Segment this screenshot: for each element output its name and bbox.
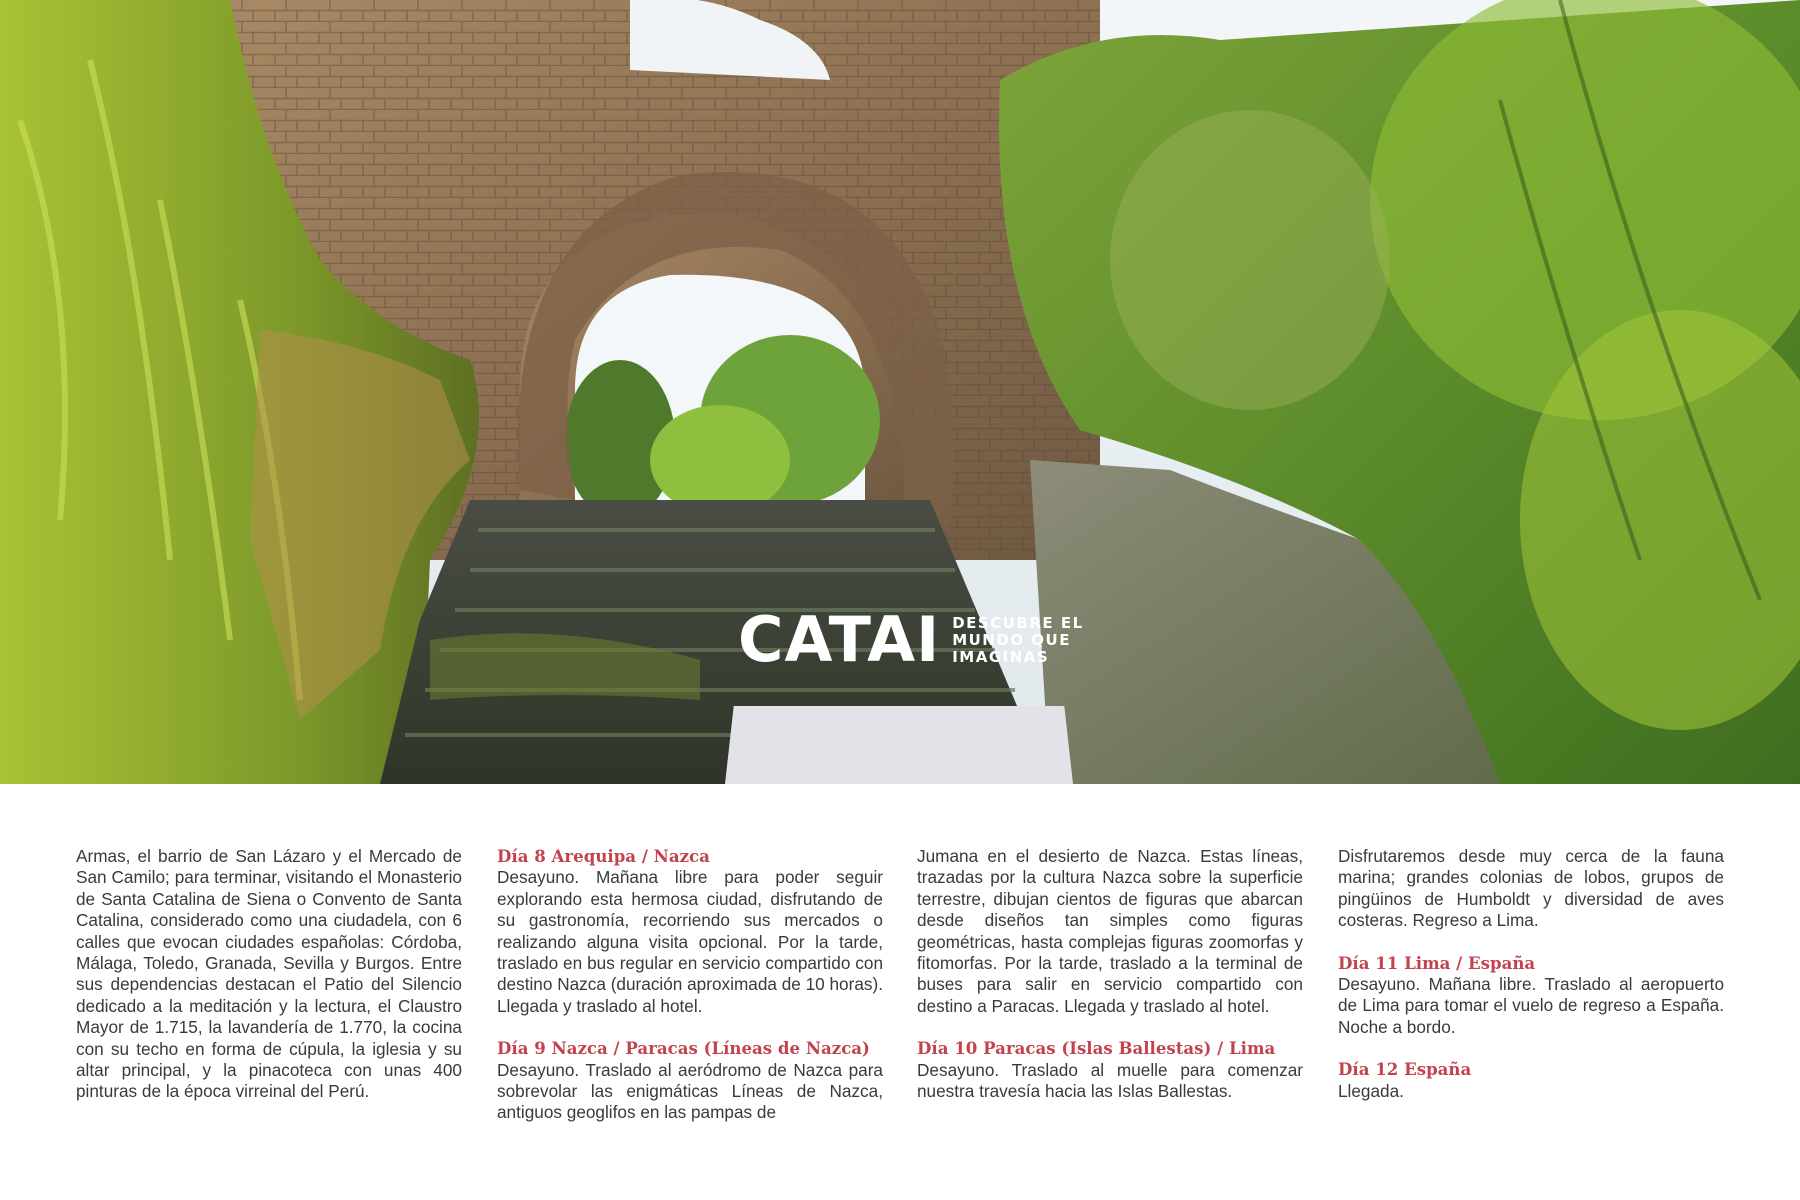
day-9-heading: Día 9 Nazca / Paracas (Líneas de Nazca) (497, 1038, 870, 1059)
column-3 (917, 846, 1303, 1102)
tagline-line-3: IMAGINAS (952, 647, 1050, 666)
column-1 (76, 846, 462, 1103)
brand-wordmark: CATAI (738, 603, 941, 676)
tagline-line-1: DESCUBRE EL (952, 613, 1084, 632)
column-4-text: Disfrutaremos desde muy cerca de la fauna marina; grandes colonias de lobos, grupos de pingüinos de Humboldt y diversidad de aves costeras. Regreso a Lima. (1338, 846, 1724, 931)
brand-tagline (952, 615, 1083, 666)
day-12-text: Llegada. (1338, 1080, 1404, 1101)
tab-shape (725, 706, 1073, 784)
column-3-text: Jumana en el desierto de Nazca. Estas líneas, trazadas por la cultura Nazca sobre la superficie terrestre, dibujan cientos de figuras que abarcan desde diseños tan simples como figuras geométricas, hasta complejas figuras zoomorfas y fitomorfas. Por la tarde, traslado a la terminal de buses para salir en servicio compartido con destino a Paracas. Llegada y traslado al hotel. (917, 846, 1303, 1016)
day-10-heading: Día 10 Paracas (Islas Ballestas) / Lima (917, 1038, 1276, 1059)
day-10-text: Desayuno. Traslado al muelle para comenzar nuestra travesía hacia las Islas Ballestas. (917, 1059, 1303, 1102)
tagline-line-2: MUNDO QUE (952, 630, 1071, 649)
day-8-heading: Día 8 Arequipa / Nazca (497, 846, 710, 866)
day-12-heading: Día 12 España (1338, 1059, 1472, 1080)
column-4 (1338, 846, 1724, 1102)
day-11-text: Desayuno. Mañana libre. Traslado al aeropuerto de Lima para tomar el vuelo de regreso a España. Noche a bordo. (1338, 974, 1724, 1037)
day-9-text: Desayuno. Traslado al aeródromo de Nazca para sobrevolar las enigmáticas Líneas de Nazca, antiguos geoglifos en las pampas de (497, 1059, 883, 1123)
day-11-heading: Día 11 Lima / España (1338, 952, 1536, 973)
itinerary-text (0, 784, 1800, 1200)
column-1-text: Armas, el barrio de San Lázaro y el Mercado de San Camilo; para terminar, visitando el Monasterio de Santa Catalina de Siena o Convento de Santa Catalina, considerado como una ciudadela, con 6 calles que evocan ciudades españolas: Córdoba, Málaga, Toledo, Granada, Sevilla y Burgos. Entre sus dependencias destacan el Patio del Silencio dedicado a la meditación y la lectura, el Claustro Mayor de 1.715, la lavandería de 1.770, la cocina con su techo en forma de cúpula, la iglesia y su altar principal, y la pinacoteca con unas 400 pinturas de la época virreinal del Perú. (76, 846, 462, 1102)
catai-logo (738, 603, 1084, 676)
day-8-text: Desayuno. Mañana libre para poder seguir explorando esta hermosa ciudad, disfrutando de su gastronomía, recorriendo sus mercados o realizando alguna visita opcional. Por la tarde, traslado en bus regular en servicio compartido con destino Nazca (duración aproximada de 10 horas). Llegada y traslado al hotel. (497, 867, 883, 1016)
column-2 (497, 846, 883, 1124)
